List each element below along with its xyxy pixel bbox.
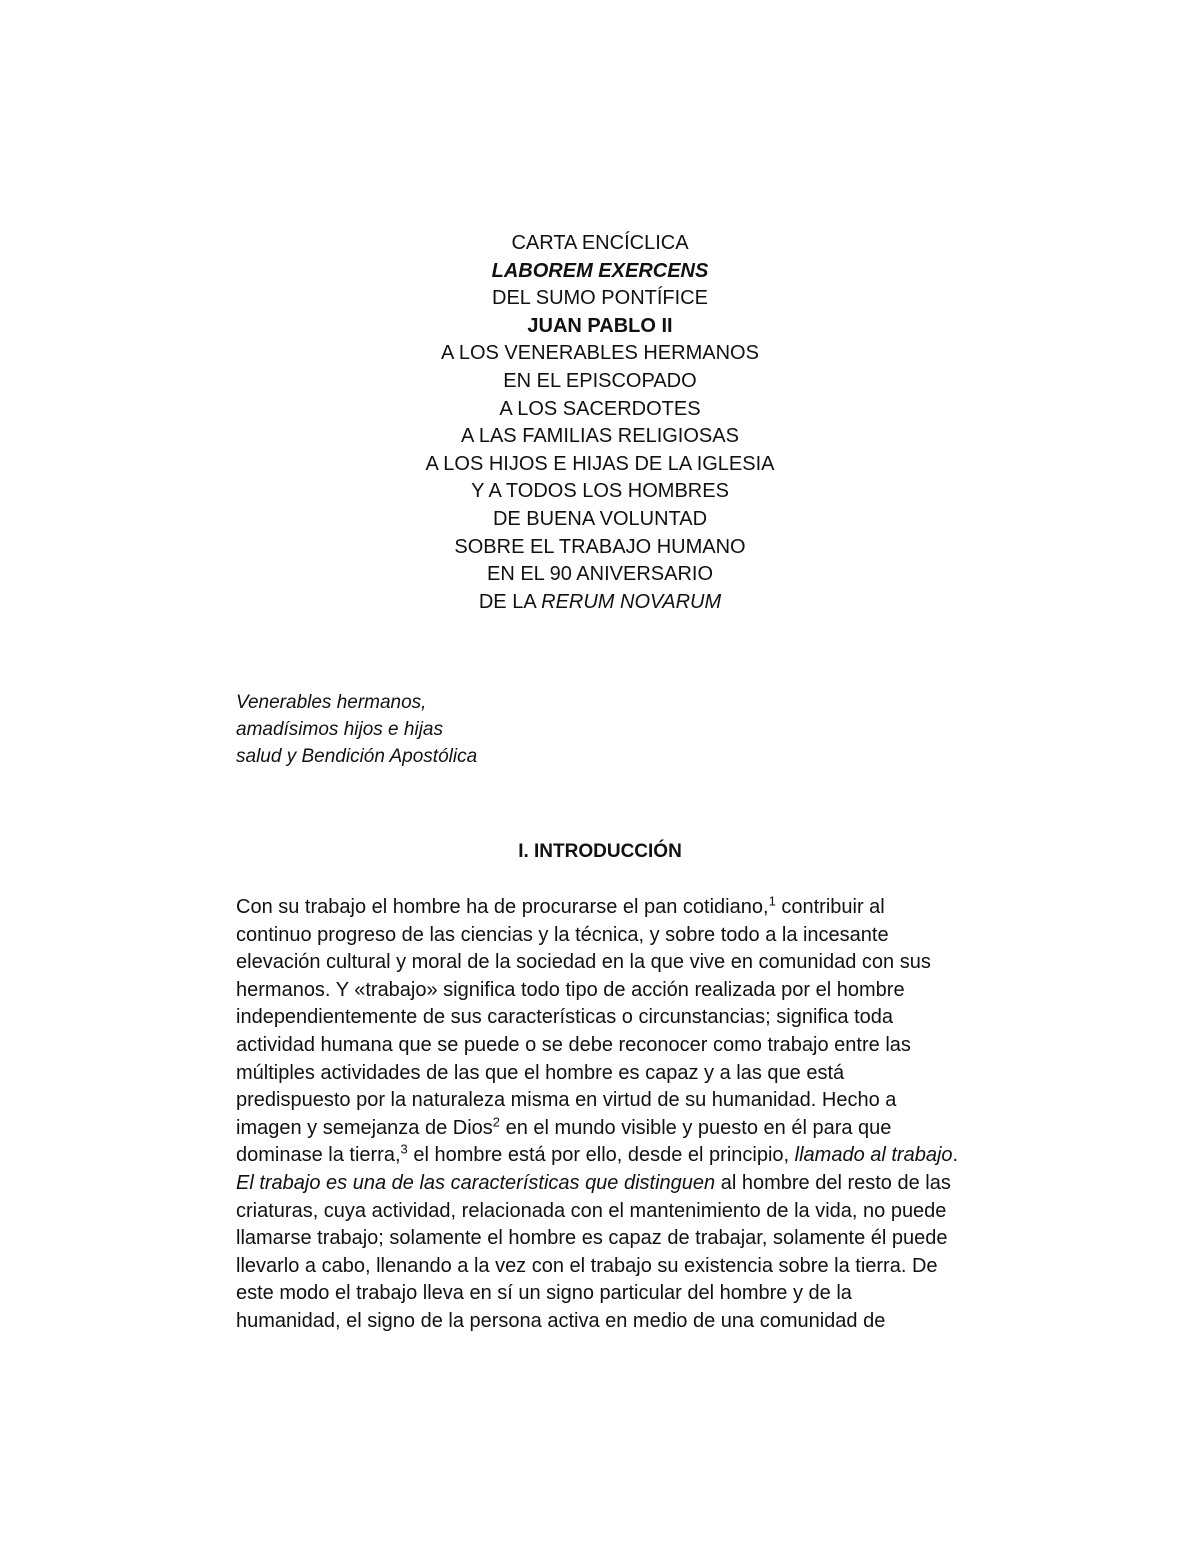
salutation-line-1: Venerables hermanos, [236, 692, 427, 713]
salutation-line-3: salud y Bendición Apostólica [236, 746, 478, 767]
header-line-hombres: Y A TODOS LOS HOMBRES [471, 480, 729, 503]
text-line [236, 1142, 976, 1170]
salutation [236, 689, 477, 770]
header-line-trabajo: SOBRE EL TRABAJO HUMANO [454, 535, 746, 558]
header-line-sacerdotes: A LOS SACERDOTES [499, 397, 701, 420]
text-segment: . [952, 1144, 959, 1167]
footnote-ref[interactable]: 2 [492, 1114, 501, 1130]
text-segment: en el mundo visible y puesto en él para que [500, 1116, 892, 1139]
text-segment: imagen y semejanza de Dios [236, 1116, 493, 1139]
text-segment: al hombre del resto de las [715, 1171, 951, 1194]
text-line: elevación cultural y moral de la sociedad en la que vive en comunidad con sus [236, 951, 931, 974]
text-line [236, 1170, 976, 1198]
emphasis-text: El trabajo es una de las características que distinguen [236, 1171, 716, 1194]
rerum-novarum-title: RERUM NOVARUM [541, 590, 722, 613]
text-line: este modo el trabajo lleva en sí un signo particular del hombre y de la [236, 1282, 852, 1305]
text-line: criaturas, cuya actividad, relacionada con el mantenimiento de la vida, no puede [236, 1199, 947, 1222]
header-line-episcopado: EN EL EPISCOPADO [503, 369, 697, 392]
header-line-rerum-prefix: DE LA [478, 590, 542, 613]
header-line-hijos: A LOS HIJOS E HIJAS DE LA IGLESIA [425, 452, 775, 475]
encyclical-header [0, 230, 1200, 616]
section-heading: I. INTRODUCCIÓN [518, 841, 682, 862]
text-line: continuo progreso de las ciencias y la técnica, y sobre todo a la incesante [236, 923, 889, 946]
text-segment: dominase la tierra, [236, 1144, 401, 1167]
encyclical-title: LABOREM EXERCENS [491, 259, 709, 282]
text-line: llamarse trabajo; solamente el hombre es capaz de trabajar, solamente él puede [236, 1227, 948, 1250]
header-line-familias: A LAS FAMILIAS RELIGIOSAS [461, 425, 739, 448]
text-line [236, 1115, 976, 1143]
text-segment: contribuir al [775, 896, 885, 918]
text-line: predispuesto por la naturaleza misma en virtud de su humanidad. Hecho a [236, 1089, 897, 1112]
pope-name: JUAN PABLO II [527, 314, 673, 337]
text-line: múltiples actividades de las que el hombre es capaz y a las que está [236, 1061, 845, 1084]
header-line-hermanos: A LOS VENERABLES HERMANOS [441, 342, 759, 365]
header-line-pontifice: DEL SUMO PONTÍFICE [492, 287, 708, 310]
emphasis-text: llamado al trabajo [794, 1144, 953, 1167]
header-line-carta: CARTA ENCÍCLICA [511, 232, 689, 254]
header-line-rerum [0, 589, 1200, 617]
text-line: actividad humana que se puede o se debe reconocer como trabajo entre las [236, 1033, 911, 1056]
header-line-aniversario: EN EL 90 ANIVERSARIO [486, 563, 713, 586]
footnote-ref[interactable]: 3 [400, 1141, 408, 1157]
salutation-line-2: amadísimos hijos e hijas [236, 719, 443, 740]
text-line: humanidad, el signo de la persona activa en medio de una comunidad de [236, 1309, 886, 1332]
text-segment: el hombre está por ello, desde el principio, [407, 1144, 795, 1167]
body-paragraph [236, 894, 976, 1336]
text-line [236, 894, 976, 922]
text-line: hermanos. Y «trabajo» significa todo tipo de acción realizada por el hombre [236, 978, 905, 1001]
text-line: independientemente de sus características o circunstancias; significa toda [236, 1006, 894, 1029]
text-line: llevarlo a cabo, llenando a la vez con el trabajo su existencia sobre la tierra. De [236, 1254, 938, 1277]
footnote-ref[interactable]: 1 [768, 893, 776, 909]
header-line-voluntad: DE BUENA VOLUNTAD [492, 507, 708, 530]
text-segment: Con su trabajo el hombre ha de procurarse el pan cotidiano, [236, 896, 769, 918]
